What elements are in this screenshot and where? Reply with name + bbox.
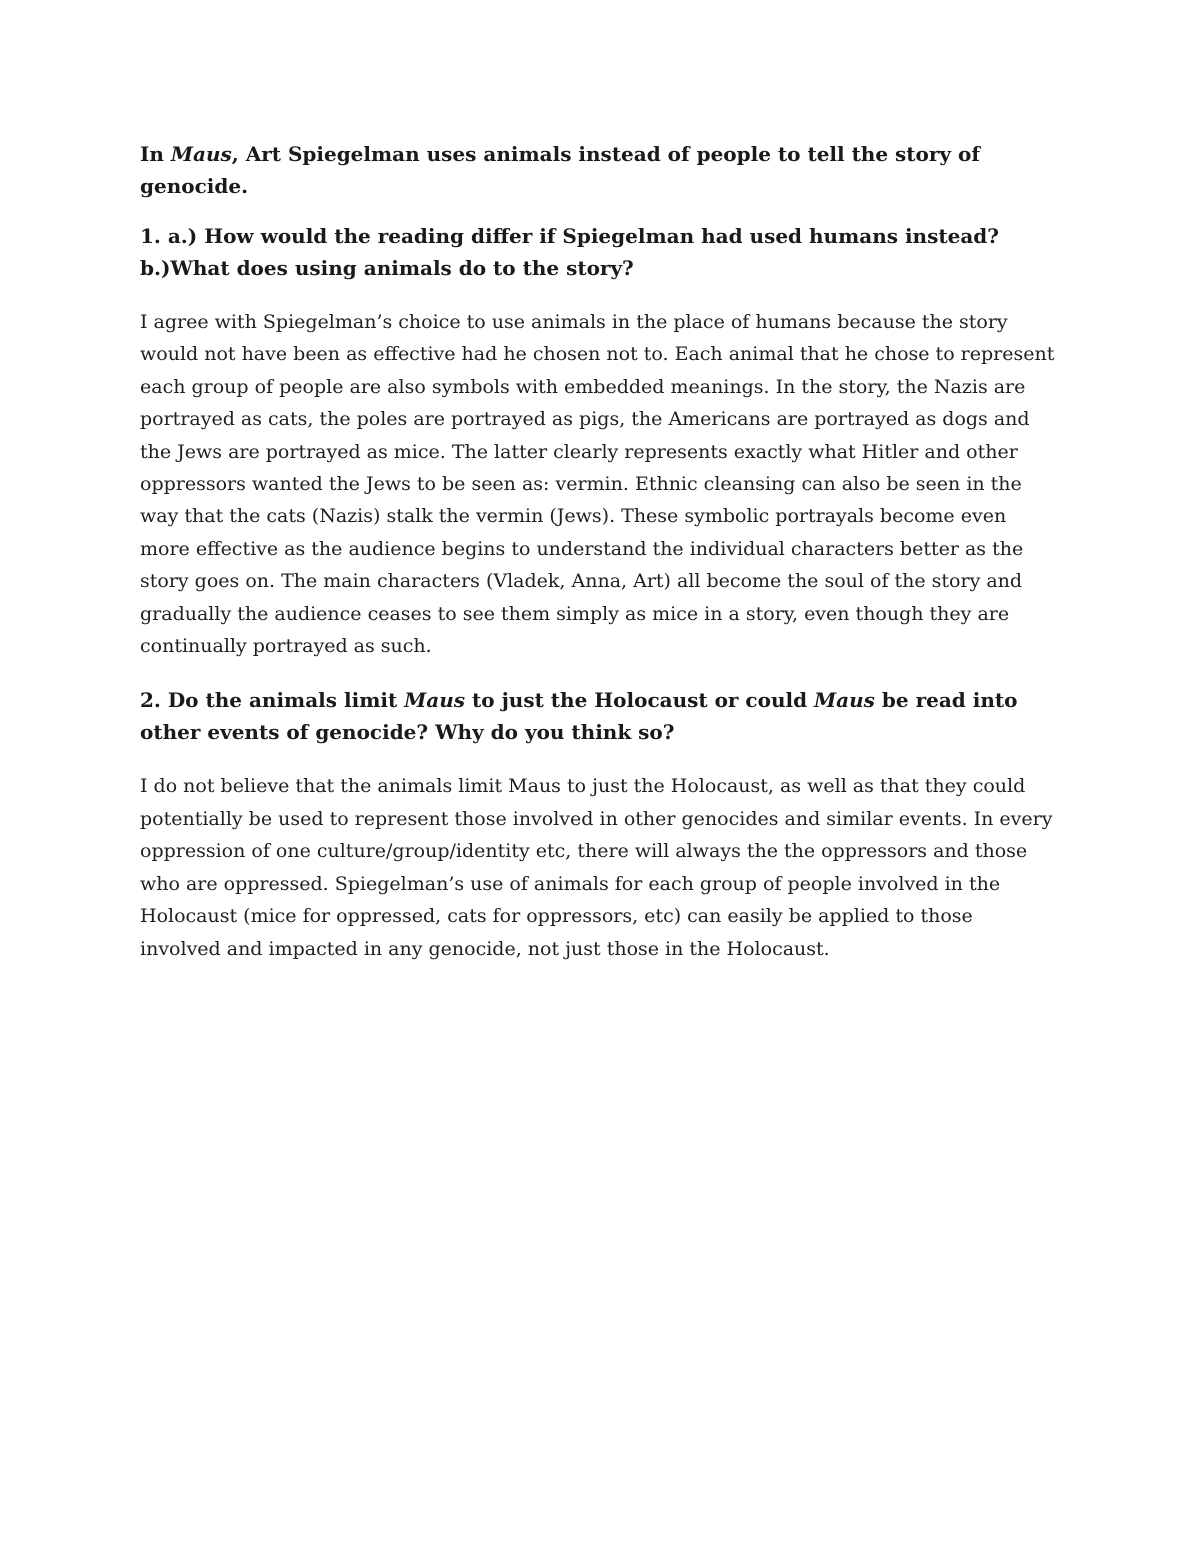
question-1: 1. a.) How would the reading differ if Spiegelman had used humans instead? b.)What does using animals do to the story?: [140, 224, 999, 280]
book-title: Maus: [404, 688, 466, 713]
intro-heading: [140, 138, 1058, 202]
intro-pre: In: [140, 142, 171, 166]
question-2: [140, 684, 1058, 748]
document-page: [140, 138, 1058, 987]
book-title: Maus: [170, 142, 232, 166]
book-title: Maus: [814, 688, 875, 713]
answer-1: I agree with Spiegelman’s choice to use animals in the place of humans because the story would not have been as effective had he chosen not to. Each animal that he chose to represent each group of people are also symbols with embedded meanings. In the story, the Nazis are portrayed as cats, the poles are portrayed as pigs, the Americans are portrayed as dogs and the Jews are portrayed as mice. The latter clearly represents exactly what Hitler and other oppressors wanted the Jews to be seen as: vermin. Ethnic cleansing can also be seen in the way that the cats (Nazis) stalk the vermin (Jews). These symbolic portrayals become even more effective as the audience begins to understand the individual characters better as the story goes on. The main characters (Vladek, Anna, Art) all become the soul of the story and gradually the audience ceases to see them simply as mice in a story, even though they are continually portrayed as such.: [140, 311, 1055, 658]
question-2-part1: 2. Do the animals limit: [140, 688, 405, 713]
answer-2: I do not believe that the animals limit Maus to just the Holocaust, as well as that they could potentially be used to represent those involved in other genocides and similar events. In every oppression of one culture/group/identity etc, there will always the the oppressors and those who are oppressed. Spiegelman’s use of animals for each group of people involved in the Holocaust (mice for oppressed, cats for oppressors, etc) can easily be applied to those involved and impacted in any genocide, not just those in the Holocaust.: [140, 775, 1053, 960]
question-2-part2: to just the Holocaust or could: [465, 688, 815, 713]
question-2-part3: be read into other events of genocide? Why do you think so?: [140, 688, 1018, 745]
intro-post: , Art Spiegelman uses animals instead of people to tell the story of genocide.: [140, 142, 980, 198]
